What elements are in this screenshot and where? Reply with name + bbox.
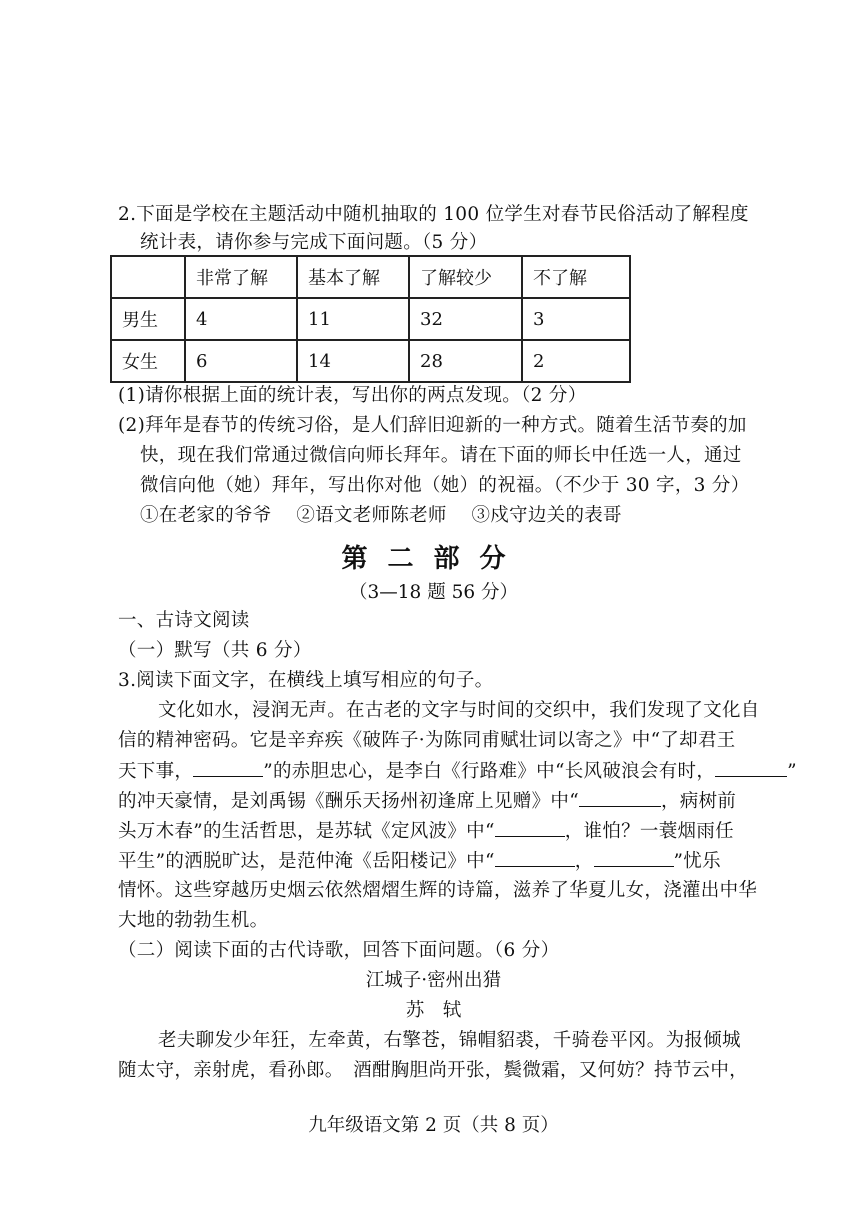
stat-table bbox=[110, 255, 631, 383]
answer-blank[interactable] bbox=[715, 758, 787, 777]
text-span: 头万木春”的生活哲思，是苏轼《定风波》中“ bbox=[118, 821, 495, 842]
table-cell: 基本了解 bbox=[297, 256, 409, 298]
poem-author: 苏 轼 bbox=[405, 1000, 462, 1021]
table-cell: 了解较少 bbox=[409, 256, 522, 298]
table-cell: 2 bbox=[522, 340, 630, 382]
text-span: 天下事， bbox=[118, 761, 194, 782]
poem-title: 江城子·密州出猎 bbox=[365, 970, 502, 991]
text-span: ” bbox=[787, 761, 797, 782]
table-cell: 28 bbox=[409, 340, 522, 382]
paragraph-line bbox=[118, 758, 797, 785]
answer-blank[interactable] bbox=[495, 818, 565, 837]
paragraph-line: 大地的勃勃生机。 bbox=[118, 910, 269, 931]
answer-blank[interactable] bbox=[495, 848, 575, 867]
paragraph-line: 信的精神密码。它是辛弃疾《破阵子·为陈同甫赋壮词以寄之》中“了却君王 bbox=[118, 730, 736, 751]
q2-options: ①在老家的爷爷 ②语文老师陈老师 ③戍守边关的表哥 bbox=[140, 505, 622, 526]
part2-title: 第二部分 bbox=[341, 544, 526, 574]
part2-subtitle: （3—18 题 56 分） bbox=[349, 582, 518, 603]
paragraph-line bbox=[118, 818, 734, 845]
paragraph-line bbox=[118, 848, 721, 875]
text-span: 的冲天豪情，是刘禹锡《酬乐天扬州初逢席上见赠》中“ bbox=[118, 791, 579, 812]
table-cell: 4 bbox=[185, 298, 297, 340]
q2-sub2-line3: 微信向他（她）拜年，写出你对他（她）的祝福。（不少于 30 字，3 分） bbox=[140, 475, 750, 496]
text-span: ”忧乐 bbox=[673, 851, 721, 872]
answer-blank[interactable] bbox=[193, 758, 263, 777]
q2-line1: 2.下面是学校在主题活动中随机抽取的 100 位学生对春节民俗活动了解程度 bbox=[118, 204, 749, 225]
poem-line: 随太守，亲射虎，看孙郎。 酒酣胸胆尚开张，鬓微霜，又何妨？持节云中， bbox=[118, 1060, 748, 1081]
table-cell: 不了解 bbox=[522, 256, 630, 298]
poem-line: 老夫聊发少年狂，左牵黄，右擎苍，锦帽貂裘，千骑卷平冈。为报倾城 bbox=[158, 1030, 741, 1051]
q2-sub1: (1)请你根据上面的统计表，写出你的两点发现。（2 分） bbox=[118, 385, 587, 406]
table-cell: 男生 bbox=[111, 298, 185, 340]
table-cell: 32 bbox=[409, 298, 522, 340]
table-cell: 非常了解 bbox=[185, 256, 297, 298]
q2-sub2-line2: 快，现在我们常通过微信向师长拜年。请在下面的师长中任选一人，通过 bbox=[140, 445, 742, 466]
table-cell: 6 bbox=[185, 340, 297, 382]
section1-sub1: （一）默写（共 6 分） bbox=[118, 640, 312, 661]
text-span: ”的赤胆忠心，是李白《行路难》中“长风破浪会有时， bbox=[263, 761, 716, 782]
text-span: ，病树前 bbox=[660, 791, 737, 812]
text-span: 平生”的洒脱旷达，是范仲淹《岳阳楼记》中“ bbox=[118, 851, 495, 872]
table-cell: 女生 bbox=[111, 340, 185, 382]
table-cell: 14 bbox=[297, 340, 409, 382]
text-span: ，谁怕？一蓑烟雨任 bbox=[564, 821, 734, 842]
table-cell bbox=[111, 256, 185, 298]
q2-line2: 统计表，请你参与完成下面问题。（5 分） bbox=[140, 232, 488, 253]
table-cell: 11 bbox=[297, 298, 409, 340]
table-row bbox=[111, 340, 630, 382]
text-span: ， bbox=[574, 851, 594, 872]
paragraph-line: 情怀。这些穿越历史烟云依然熠熠生辉的诗篇，滋养了华夏儿女，浇灌出中华 bbox=[118, 880, 758, 901]
page-footer: 九年级语文第 2 页（共 8 页） bbox=[308, 1115, 559, 1136]
paragraph-line: 文化如水，浸润无声。在古老的文字与时间的交织中，我们发现了文化自 bbox=[158, 700, 760, 721]
question-3: 3.阅读下面文字，在横线上填写相应的句子。 bbox=[118, 670, 494, 691]
answer-blank[interactable] bbox=[579, 788, 661, 807]
paragraph-line bbox=[118, 788, 736, 815]
table-header-row bbox=[111, 256, 630, 298]
q2-sub2-line1: (2)拜年是春节的传统习俗，是人们辞旧迎新的一种方式。随着生活节奏的加 bbox=[118, 415, 747, 436]
table-cell: 3 bbox=[522, 298, 630, 340]
answer-blank[interactable] bbox=[594, 848, 674, 867]
section1-sub2: （二）阅读下面的古代诗歌，回答下面问题。（6 分） bbox=[118, 940, 560, 961]
section1-title: 一、古诗文阅读 bbox=[118, 610, 250, 631]
table-row bbox=[111, 298, 630, 340]
